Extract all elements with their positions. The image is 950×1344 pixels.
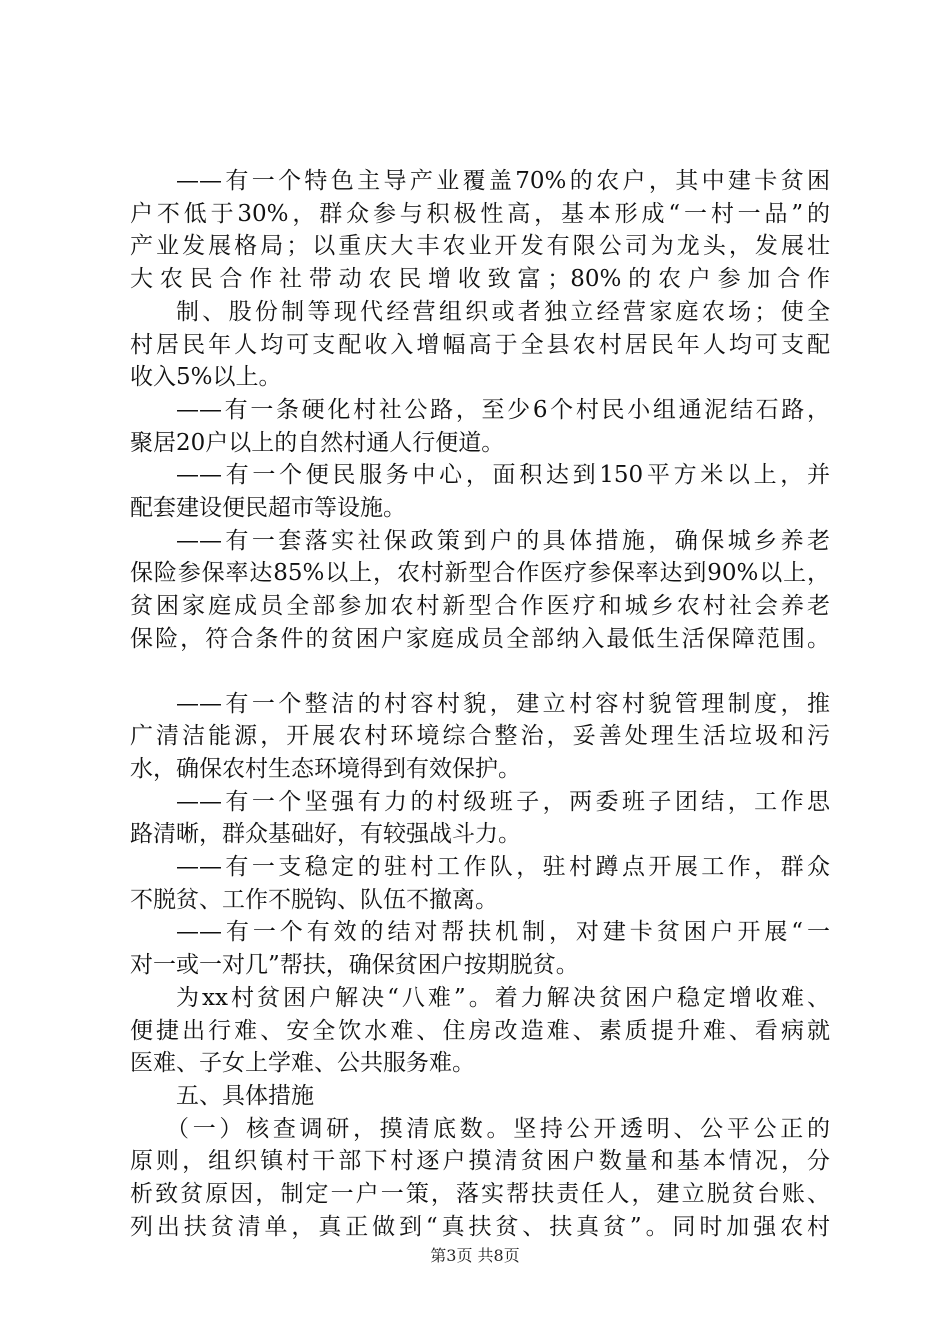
paragraph-line: 村居民年人均可支配收入增幅高于全县农村居民年人均可支配 — [130, 331, 830, 358]
section-heading: 五、具体措施 — [176, 1082, 314, 1109]
paragraph-line: 原则，组织镇村干部下村逐户摸清贫困户数量和基本情况，分 — [130, 1148, 830, 1175]
paragraph-line: ——有一支稳定的驻村工作队，驻村蹲点开展工作，群众 — [176, 854, 830, 881]
paragraph-line: 列出扶贫清单，真正做到“真扶贫、扶真贫”。同时加强农村 — [130, 1213, 830, 1240]
paragraph-line: 收入5%以上。 — [130, 364, 282, 391]
paragraph-line: ——有一个有效的结对帮扶机制，对建卡贫困户开展“一 — [176, 919, 830, 946]
paragraph-line: 制、股份制等现代经营组织或者独立经营家庭农场；使全 — [176, 298, 830, 325]
paragraph-line: ——有一条硬化村社公路，至少6个村民小组通泥结石路， — [176, 396, 830, 423]
paragraph-line: 保险参保率达85%以上，农村新型合作医疗参保率达到90%以上， — [130, 560, 830, 587]
paragraph-line: 便捷出行难、安全饮水难、住房改造难、素质提升难、看病就 — [130, 1017, 830, 1044]
paragraph-line: 户不低于30%，群众参与积极性高，基本形成“一村一品”的 — [130, 200, 830, 227]
paragraph-line: 析致贫原因，制定一户一策，落实帮扶责任人，建立脱贫台账、 — [130, 1181, 830, 1208]
paragraph-line: （一）核查调研，摸清底数。坚持公开透明、公平公正的 — [166, 1115, 830, 1142]
paragraph-line: 医难、子女上学难、公共服务难。 — [130, 1050, 475, 1077]
paragraph-line: ——有一套落实社保政策到户的具体措施，确保城乡养老 — [176, 527, 830, 554]
paragraph-line: 配套建设便民超市等设施。 — [130, 495, 406, 522]
paragraph-line: ——有一个坚强有力的村级班子，两委班子团结，工作思 — [176, 788, 830, 815]
paragraph-line: ——有一个便民服务中心，面积达到150平方米以上，并 — [176, 462, 830, 489]
document-body — [130, 165, 830, 1244]
paragraph-line: 水，确保农村生态环境得到有效保护。 — [130, 755, 521, 782]
paragraph-line: ——有一个特色主导产业覆盖70%的农户，其中建卡贫困 — [176, 168, 830, 194]
paragraph-line: 聚居20户以上的自然村通人行便道。 — [130, 429, 505, 456]
paragraph-line: 大农民合作社带动农民增收致富；80%的农户参加合作 — [130, 266, 830, 293]
paragraph-line: 贫困家庭成员全部参加农村新型合作医疗和城乡农村社会养老 — [130, 593, 830, 620]
paragraph-gap — [130, 656, 830, 688]
paragraph-line: 为xx村贫困户解决“八难”。着力解决贫困户稳定增收难、 — [176, 984, 830, 1011]
paragraph-line: 广清洁能源，开展农村环境综合整治，妥善处理生活垃圾和污 — [130, 723, 830, 750]
paragraph-line: 对一或一对几”帮扶，确保贫困户按期脱贫。 — [130, 952, 579, 979]
paragraph-line: ——有一个整洁的村容村貌，建立村容村貌管理制度，推 — [176, 690, 830, 717]
paragraph-line: 路清晰，群众基础好，有较强战斗力。 — [130, 821, 521, 848]
page-number-footer: 第3页 共8页 — [430, 1246, 520, 1265]
paragraph-line: 不脱贫、工作不脱钩、队伍不撤离。 — [130, 886, 498, 913]
paragraph-line: 保险，符合条件的贫困户家庭成员全部纳入最低生活保障范围。 — [130, 625, 830, 652]
paragraph-line: 产业发展格局；以重庆大丰农业开发有限公司为龙头，发展壮 — [130, 233, 830, 260]
